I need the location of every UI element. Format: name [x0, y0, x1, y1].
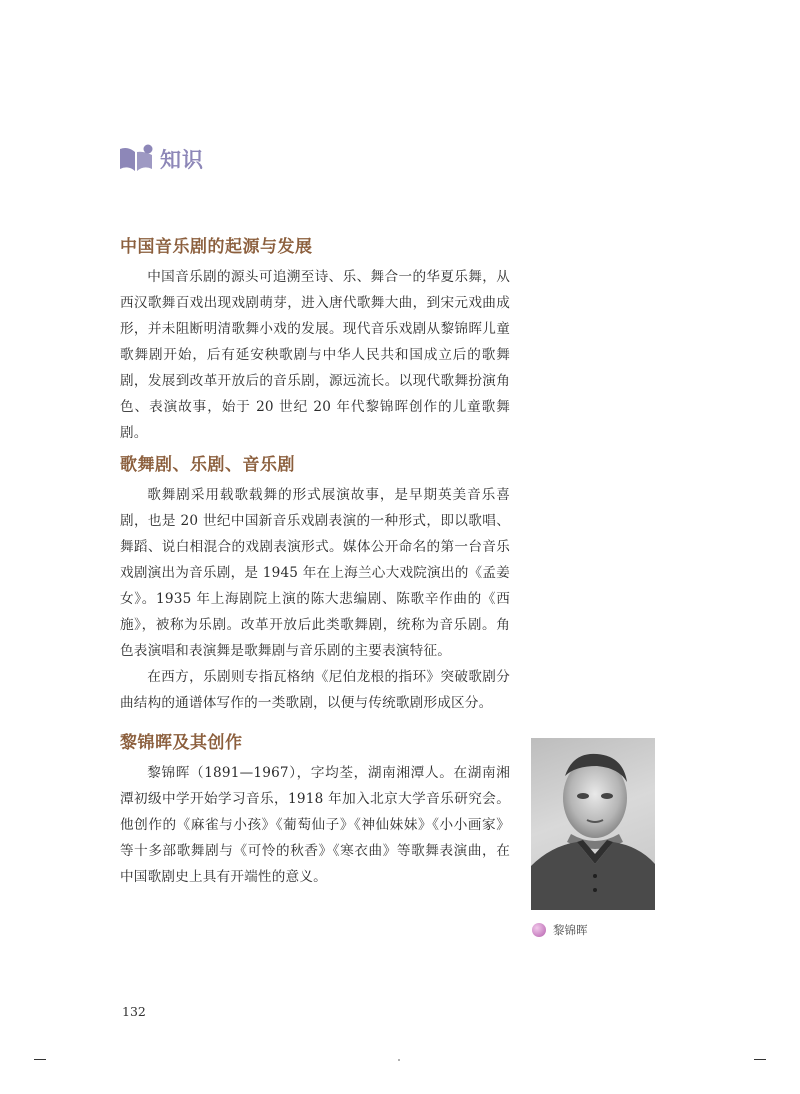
section-origin	[120, 234, 510, 446]
paragraph: 在西方，乐剧则专指瓦格纳《尼伯龙根的指环》突破歌剧分曲结构的通谱体写作的一类歌剧，以便与传统歌剧形成区分。	[120, 669, 510, 711]
crop-mark-center	[398, 1059, 400, 1061]
section-heading: 黎锦晖及其创作	[120, 733, 243, 753]
section-badge-label: 知识	[160, 148, 204, 172]
section-heading: 歌舞剧、乐剧、音乐剧	[120, 455, 295, 475]
photo-caption-text: 黎锦晖	[553, 923, 588, 937]
portrait-image	[531, 738, 655, 910]
paragraph: 黎锦晖（1891—1967），字均荃，湖南湘潭人。在湖南湘潭初级中学开始学习音乐，1918 年加入北京大学音乐研究会。他创作的《麻雀与小孩》《葡萄仙子》《神仙妹妹》《小小画家》等十多部歌舞剧与《可怜的秋香》《寒衣曲》等歌舞表演曲，在中国歌剧史上具有开端性的意义。	[120, 765, 510, 885]
section-heading: 中国音乐剧的起源与发展	[120, 237, 313, 257]
paragraph: 中国音乐剧的源头可追溯至诗、乐、舞合一的华夏乐舞，从西汉歌舞百戏出现戏剧萌芽，进入唐代歌舞大曲，到宋元戏曲成形，并未阻断明清歌舞小戏的发展。现代音乐戏剧从黎锦晖儿童歌舞剧开始，后有延安秧歌剧与中华人民共和国成立后的歌舞剧，发展到改革开放后的音乐剧，源远流长。以现代歌舞扮演角色、表演故事，始于 20 世纪 20 年代黎锦晖创作的儿童歌舞剧。	[120, 269, 510, 441]
page-number: 132	[122, 1004, 146, 1019]
crop-mark-right	[754, 1059, 766, 1060]
crop-mark-left	[34, 1059, 46, 1060]
book-icon	[118, 143, 156, 175]
section-badge	[118, 143, 204, 175]
section-genres	[120, 452, 510, 716]
main-content	[120, 232, 510, 716]
bullet-dot-icon	[532, 923, 546, 937]
portrait-photo	[531, 738, 655, 910]
section-li-jinhui	[120, 728, 510, 890]
paragraph: 歌舞剧采用载歌载舞的形式展演故事，是早期英美音乐喜剧，也是 20 世纪中国新音乐戏剧表演的一种形式，即以歌唱、舞蹈、说白相混合的戏剧表演形式。媒体公开命名的第一台音乐戏剧演出为音乐剧，是 1945 年在上海兰心大戏院演出的《孟姜女》。1935 年上海剧院上演的陈大悲编剧、陈歌辛作曲的《西施》，被称为乐剧。改革开放后此类歌舞剧，统称为音乐剧。角色表演唱和表演舞是歌舞剧与音乐剧的主要表演特征。	[120, 487, 510, 659]
photo-caption	[532, 922, 588, 938]
